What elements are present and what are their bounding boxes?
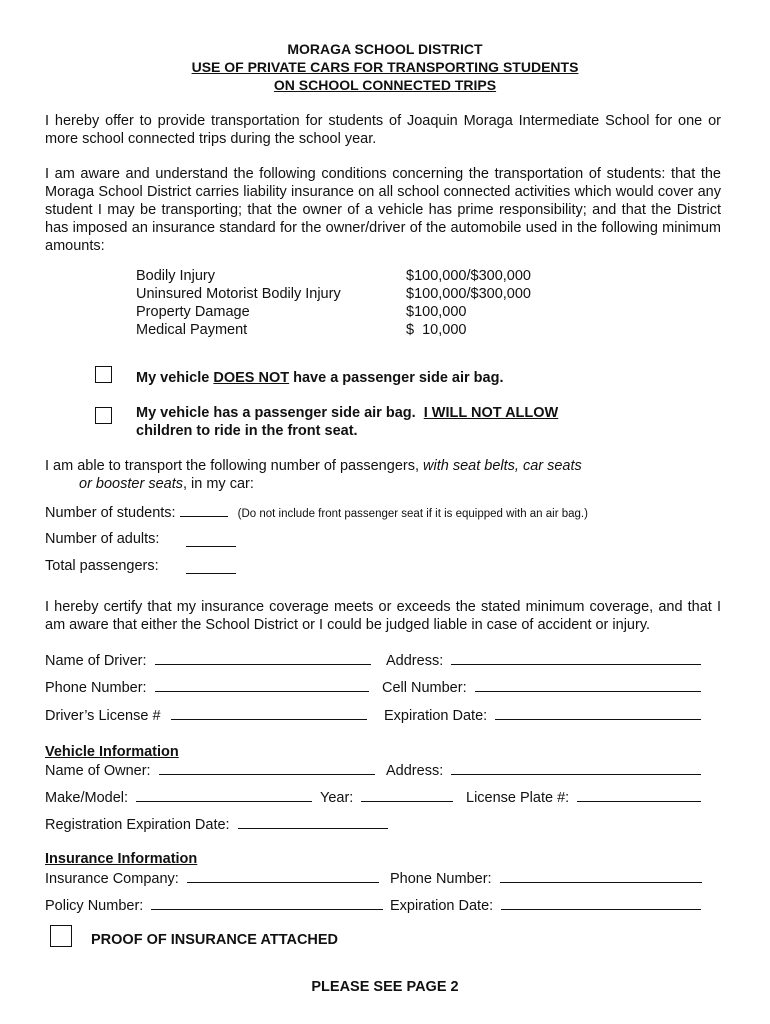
- driver-license-field: Driver’s License #: [45, 706, 367, 725]
- coverage-label: Uninsured Motorist Bodily Injury: [136, 286, 341, 302]
- year-field: Year:: [320, 788, 453, 807]
- make-model-input[interactable]: [136, 788, 312, 802]
- form-subtitle: ON SCHOOL CONNECTED TRIPS: [273, 77, 497, 93]
- adults-row: [45, 530, 159, 548]
- passengers-intro-line2: or booster seats, in my car:: [79, 476, 254, 492]
- make-model-field: Make/Model:: [45, 788, 312, 807]
- students-note: (Do not include front passenger seat if it is equipped with an air bag.): [237, 508, 588, 520]
- license-expiration-input[interactable]: [495, 706, 701, 720]
- coverage-label: Medical Payment: [136, 322, 248, 338]
- owner-name-input[interactable]: [159, 761, 375, 775]
- has-airbag-label-line2: children to ride in the front seat.: [136, 423, 358, 439]
- license-plate-input[interactable]: [577, 788, 701, 802]
- total-input[interactable]: [186, 560, 236, 574]
- coverage-amount: $100,000/$300,000: [406, 286, 531, 302]
- license-plate-field: License Plate #:: [466, 788, 701, 807]
- policy-number-input[interactable]: [151, 896, 383, 910]
- driver-phone-input[interactable]: [155, 678, 369, 692]
- owner-address-input[interactable]: [451, 761, 701, 775]
- vehicle-heading: Vehicle Information: [45, 744, 179, 760]
- policy-number-field: Policy Number:: [45, 896, 383, 915]
- driver-license-input[interactable]: [171, 706, 367, 720]
- certify-paragraph: I hereby certify that my insurance coverage meets or exceeds the stated minimum coverage, and that I am aware that either the School District or I could be judged liable in case of accident or injury.: [45, 599, 721, 633]
- students-input[interactable]: [180, 503, 228, 517]
- passengers-intro: I am able to transport the following number of passengers, with seat belts, car seats: [45, 458, 582, 474]
- year-input[interactable]: [361, 788, 453, 802]
- form-title: USE OF PRIVATE CARS FOR TRANSPORTING STUDENTS: [191, 59, 579, 75]
- proof-of-insurance-label: PROOF OF INSURANCE ATTACHED: [91, 932, 339, 948]
- coverage-label: Bodily Injury: [136, 268, 215, 284]
- registration-expiration-field: Registration Expiration Date:: [45, 815, 388, 834]
- intro-paragraph: I hereby offer to provide transportation for students of Joaquin Moraga Intermediate School for one or more school connected trips during the school year.: [45, 113, 721, 147]
- adults-label: Number of adults:: [45, 531, 160, 547]
- coverage-amount: $ 10,000: [406, 322, 467, 338]
- district-title: MORAGA SCHOOL DISTRICT: [287, 41, 483, 57]
- insurance-company-field: Insurance Company:: [45, 869, 379, 888]
- policy-expiration-input[interactable]: [501, 896, 701, 910]
- total-row: [45, 557, 159, 575]
- insurance-heading: Insurance Information: [45, 851, 198, 867]
- adults-input[interactable]: [186, 533, 236, 547]
- insurance-phone-field: Phone Number:: [390, 869, 702, 888]
- insurance-phone-input[interactable]: [500, 869, 702, 883]
- driver-cell-field: Cell Number:: [382, 678, 701, 697]
- driver-cell-input[interactable]: [475, 678, 701, 692]
- license-expiration-field: Expiration Date:: [384, 706, 701, 725]
- conditions-paragraph: I am aware and understand the following conditions concerning the transportation of students: that the Moraga School District carries liability insurance on all school connected activities which would cover any student I may be transporting; that the owner of a vehicle has prime responsibility; and that the District has imposed an insurance standard for the owner/driver of the automobile used in the following minimum amounts:: [45, 166, 721, 254]
- coverage-amount: $100,000: [406, 304, 467, 320]
- no-airbag-label: My vehicle DOES NOT have a passenger side air bag.: [136, 370, 504, 386]
- has-airbag-checkbox[interactable]: [95, 407, 112, 424]
- driver-address-input[interactable]: [451, 651, 701, 665]
- policy-expiration-field: Expiration Date:: [390, 896, 701, 915]
- registration-expiration-input[interactable]: [238, 815, 388, 829]
- students-row: [45, 503, 588, 523]
- owner-address-field: Address:: [386, 761, 701, 780]
- footer-note: PLEASE SEE PAGE 2: [311, 979, 459, 995]
- driver-address-field: Address:: [386, 651, 701, 670]
- students-label: Number of students:: [45, 505, 176, 521]
- driver-phone-field: Phone Number:: [45, 678, 369, 697]
- driver-name-input[interactable]: [155, 651, 371, 665]
- coverage-label: Property Damage: [136, 304, 250, 320]
- owner-name-field: Name of Owner:: [45, 761, 375, 780]
- driver-name-field: Name of Driver:: [45, 651, 371, 670]
- coverage-amount: $100,000/$300,000: [406, 268, 531, 284]
- proof-of-insurance-checkbox[interactable]: [50, 925, 72, 947]
- has-airbag-label: My vehicle has a passenger side air bag. I WILL NOT ALLOW: [136, 405, 559, 421]
- insurance-company-input[interactable]: [187, 869, 379, 883]
- no-airbag-checkbox[interactable]: [95, 366, 112, 383]
- total-label: Total passengers:: [45, 558, 159, 574]
